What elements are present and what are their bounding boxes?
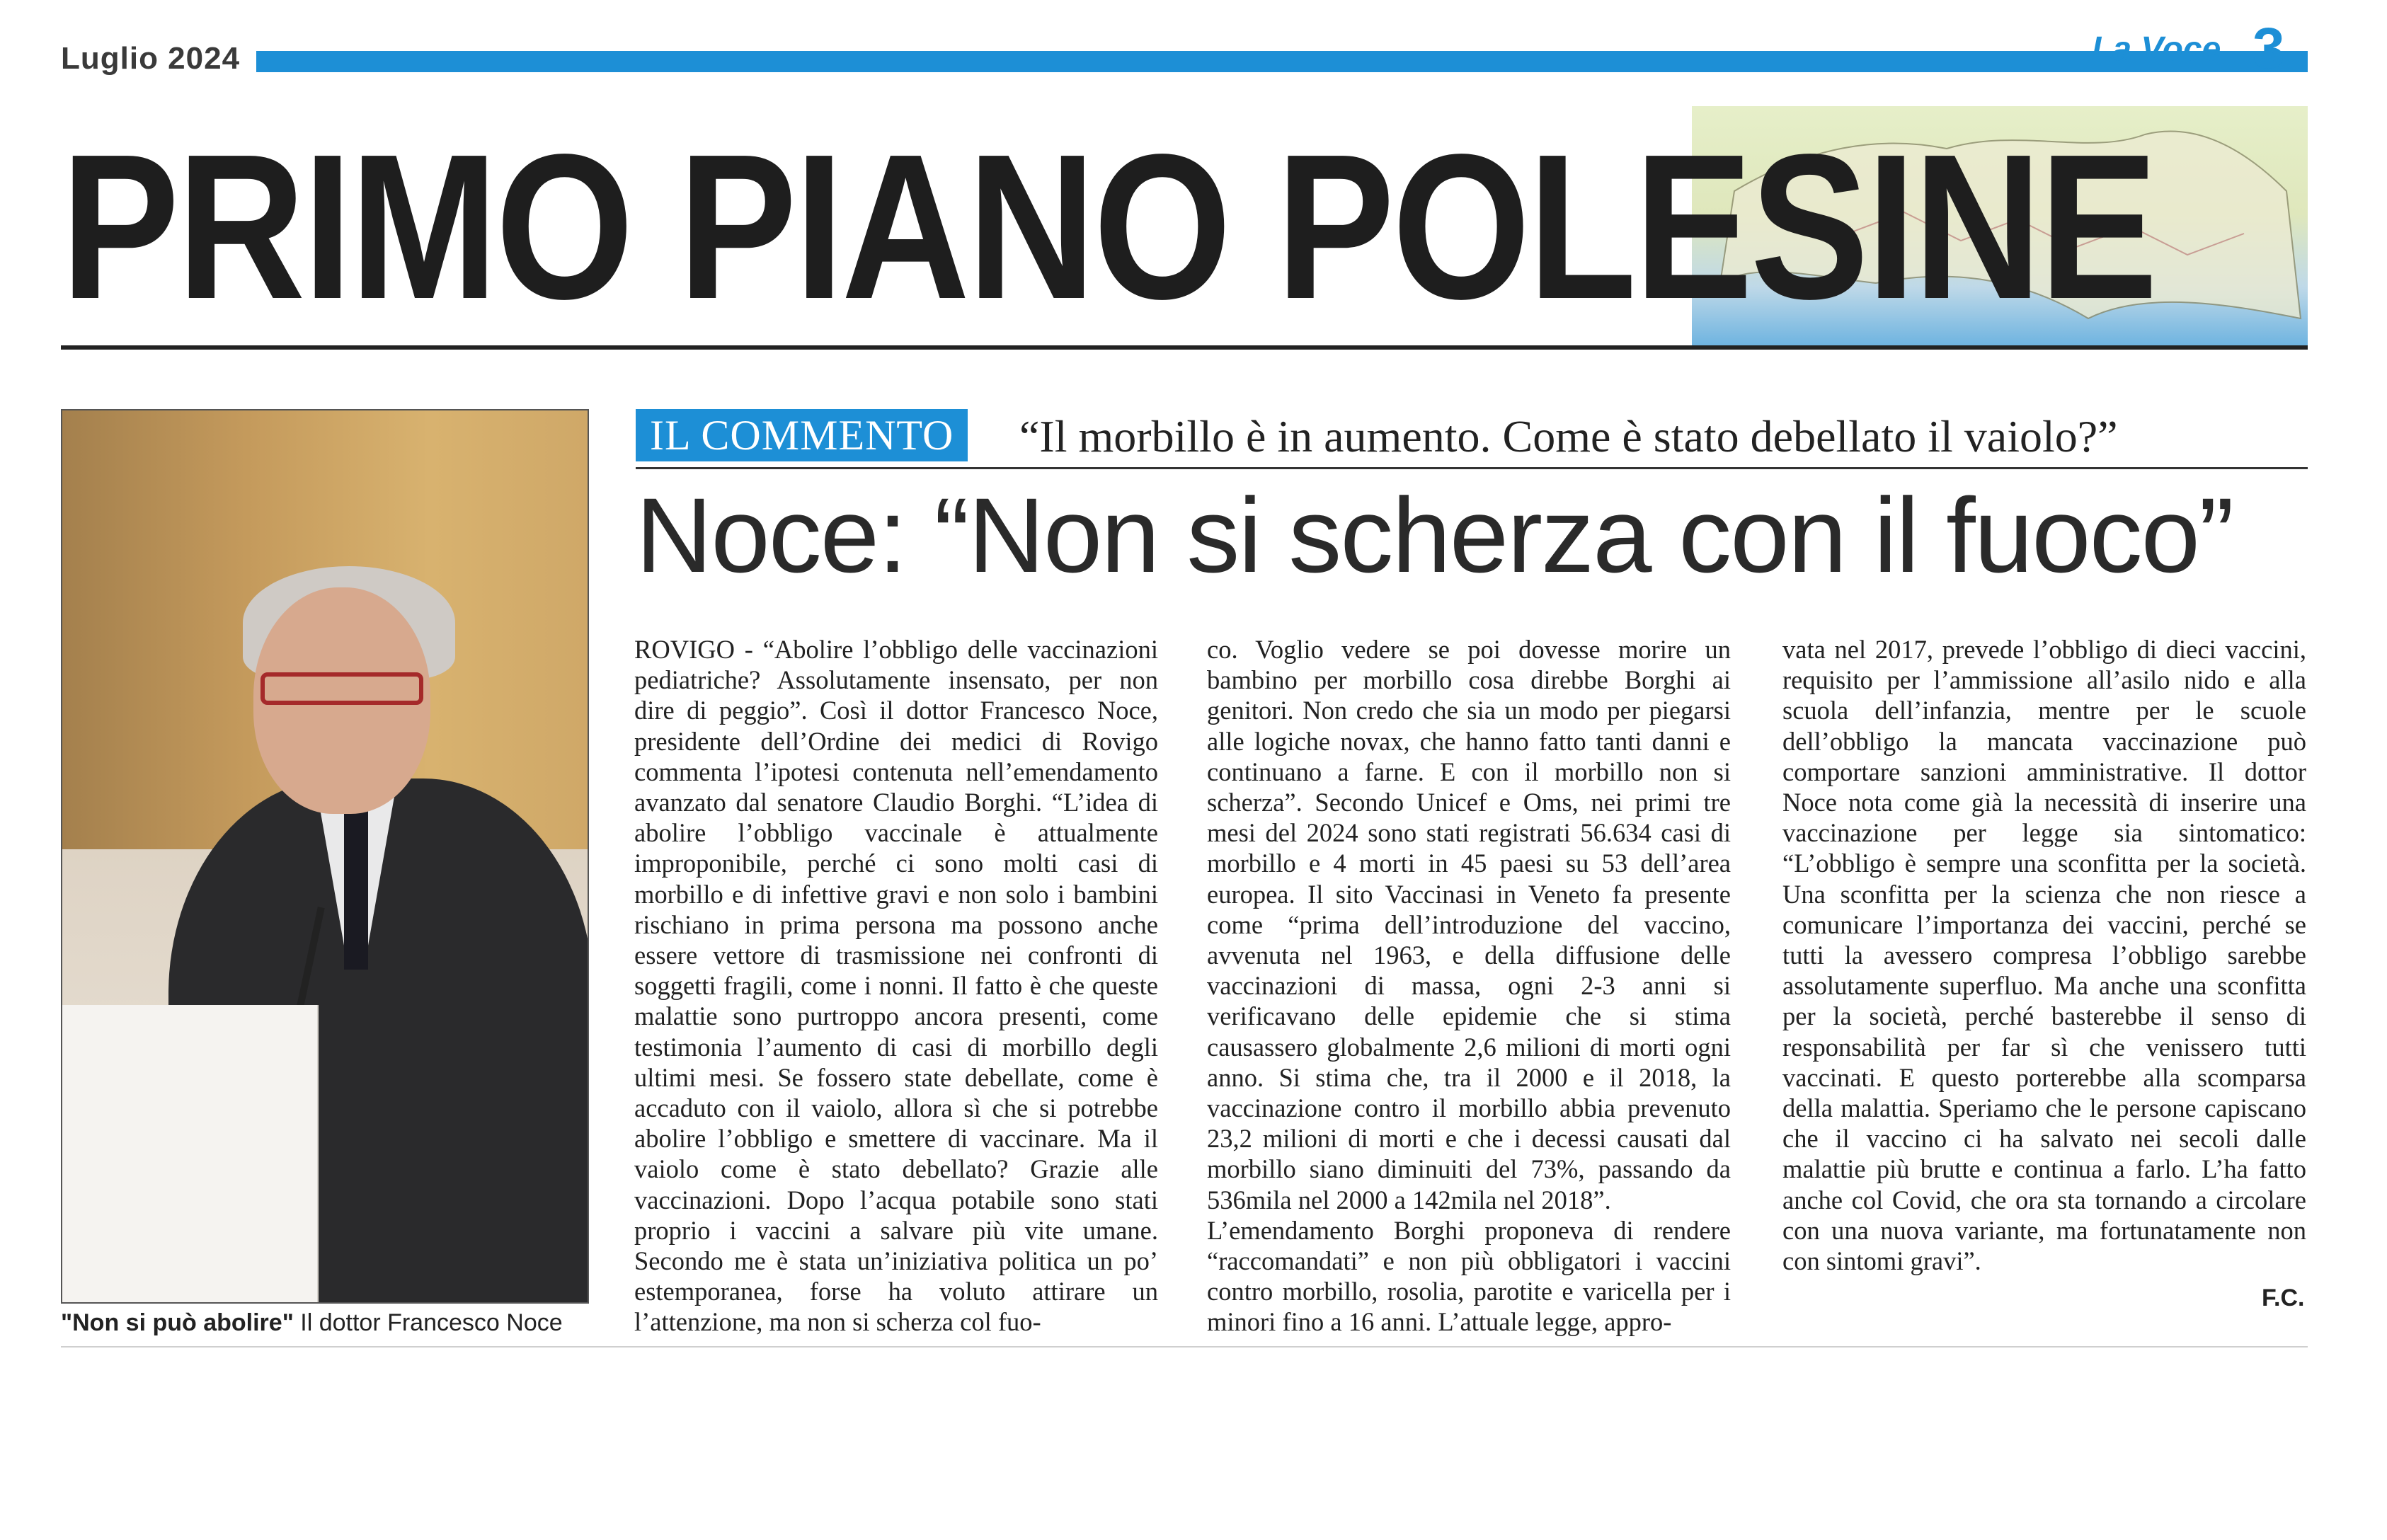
caption-bold: "Non si può abolire" <box>61 1309 294 1336</box>
author-signature: F.C. <box>2262 1285 2305 1311</box>
photo-tie <box>344 807 368 970</box>
article-headline: Noce: “Non si scherza con il fuoco” <box>636 476 2233 594</box>
column-2-paragraph-2: L’emendamento Borghi proponeva di rendere “raccomandati” e non più obbligatori i vaccini contro morbillo, rosolia, parotite e varicella per i minori fino a 16 anni. L’attuale legge, appro- <box>1207 1215 1731 1337</box>
kicker-underline <box>636 467 2308 469</box>
section-kicker-label: IL COMMENTO <box>636 409 968 461</box>
kicker-quote: “Il morbillo è in aumento. Come è stato debellato il vaiolo?” <box>1019 411 2118 461</box>
issue-date: Luglio 2024 <box>61 41 241 76</box>
portrait-photo <box>61 409 589 1304</box>
masthead-divider <box>61 345 2308 350</box>
column-2-paragraph-1: co. Voglio vedere se poi dovesse morire un bambino per morbillo cosa direbbe Borghi ai genitori. Non credo che sia un modo per piegarsi alle logiche novax, che hanno fatto tanti danni e continuano a farne. E con il morbillo non si scherza”. Secondo Unicef e Oms, nei primi tre mesi del 2024 sono stati registrati 56.634 casi di morbillo e 4 morti in 45 paesi su 53 dell’area europea. Il sito Vaccinasi in Veneto fa presente come “prima dell’introduzione del vaccino, avvenuta nel 1963, e della diffusione delle vaccinazioni di massa, ogni 2-3 anni si verificavano delle epidemie che si stima causassero globalmente 2,6 milioni di morti ogni anno. Si stima che, tra il 2000 e il 2018, la vaccinazione contro il morbillo abbia prevenuto 23,2 milioni di morti e che i decessi causati dal morbillo siano diminuiti del 73%, passando da 536mila nel 2000 a 142mila nel 2018”. <box>1207 635 1731 1214</box>
article-column-1 <box>634 634 1158 1340</box>
newspaper-name: La Voce <box>2092 30 2221 68</box>
page-number: 3 <box>2253 16 2285 81</box>
article-column-2 <box>1207 634 1731 1340</box>
bottom-divider <box>61 1346 2308 1348</box>
photo-glasses <box>261 672 423 705</box>
column-3-text: vata nel 2017, prevede l’obbligo di dieci vaccini, requisito per l’ammissione all’asilo nido e alla scuola dell’infanzia, mentre per le scuole dell’obbligo la mancata vaccinazione può comportare sanzioni amministrative. Il dottor Noce nota come già la necessità di inserire una vaccinazione per legge sia sintomatico: “L’obbligo è sempre una sconfitta per la società. Una sconfitta per la scienza che non riesce a comunicare l’importanza dei vaccini, perché se tutti la avessero compresa l’obbligo sarebbe assolutamente superfluo. Ma anche una sconfitta per la società, perché basterebbe il senso di responsabilità per far sì che venissero tutti vaccinati. E questo porterebbe alla scomparsa della malattia. Speriamo che le persone capiscano che il vaccino ci ha salvato nei secoli dalle malattie più brutte e continua a farlo. L’ha fatto anche col Covid, che ora sta tornando a circolare con una nuova variante, ma fortunatamente non con sintomi gravi”. <box>1782 635 2306 1276</box>
column-1-text: ROVIGO - “Abolire l’obbligo delle vaccinazioni pediatriche? Assolutamente insensato, per non dire di peggio”. Così il dottor Francesco Noce, presidente dell’Ordine dei medici di Rovigo commenta l’ipotesi contenuta nell’emendamento avanzato dal senatore Claudio Borghi. “L’idea di abolire l’obbligo vaccinale è attualmente improponibile, perché ci sono molti casi di morbillo e di infettive gravi e non solo i bambini rischiano in prima persona ma possono anche essere vettore di trasmissione nei confronti di soggetti fragili, come i nonni. Il fatto è che queste malattie sono purtroppo ancora presenti, come testimonia l’aumento di casi di morbillo degli ultimi mesi. Se fossero state debellate, come è accaduto con il vaiolo, allora sì che si potrebbe abolire l’obbligo e smettere di vaccinare. Ma il vaiolo come è stato debellato? Grazie alle vaccinazioni. Dopo l’acqua potabile sono stati proprio i vaccini a salvare più vite umane. Secondo me è stata un’iniziativa politica un po’ estemporanea, forse ha voluto attirare un l’attenzione, ma non si scherza col fuo- <box>634 635 1158 1337</box>
photo-caption <box>61 1309 599 1337</box>
article-column-3 <box>1782 634 2306 1285</box>
caption-text: Il dottor Francesco Noce <box>293 1309 563 1336</box>
section-masthead: PRIMO PIANO POLESINE <box>61 111 2156 342</box>
photo-podium <box>62 1005 319 1302</box>
header-color-bar <box>256 51 2308 72</box>
